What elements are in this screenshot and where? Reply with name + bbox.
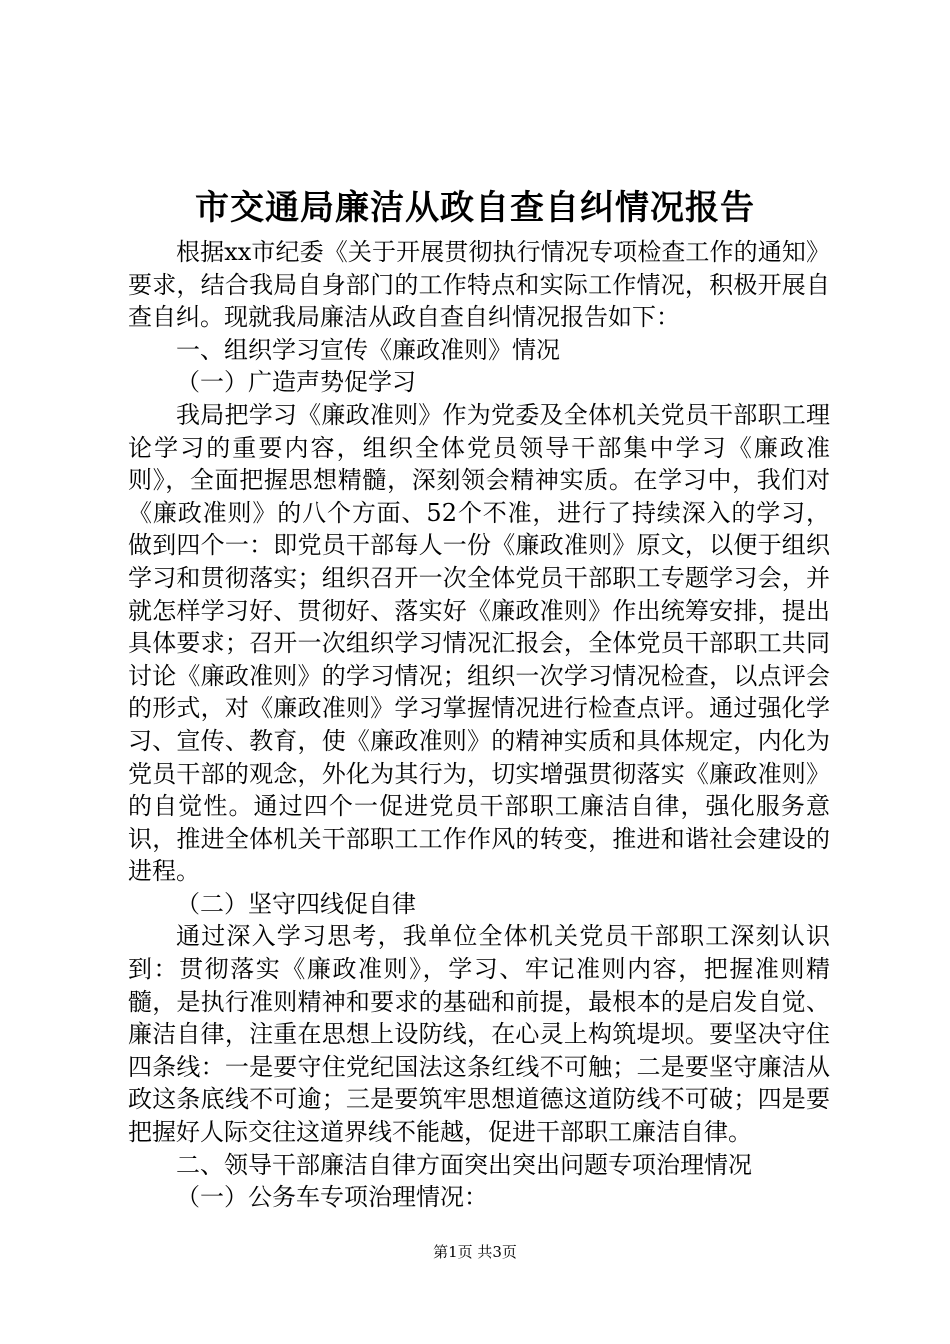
section-heading-2: 二、领导干部廉洁自律方面突出突出问题专项治理情况 (176, 1150, 752, 1179)
subsection-body-2: 通过深入学习思考，我单位全体机关党员干部职工深刻认识到：贯彻落实《廉政准则》，学习、牢记准则内容，把握准则精髓，是执行准则精神和要求的基础和前提，最根本的是启发自觉、廉洁自律，注重在思想上设防线，在心灵上构筑堤坝。要坚决守住四条线：一是要守住党纪国法这条红线不可触；二是要坚守廉洁从政这条底线不可逾；三是要筑牢思想道德这道防线不可破；四是要把握好人际交往这道界线不能越，促进干部职工廉洁自律。 (128, 922, 830, 1147)
intro-paragraph: 根据xx市纪委《关于开展贯彻执行情况专项检查工作的通知》要求，结合我局自身部门的工作特点和实际工作情况，积极开展自查自纠。现就我局廉洁从政自查自纠情况报告如下： (128, 238, 830, 332)
page-number-footer: 第1页 共3页 (433, 1243, 517, 1261)
section-heading-1: 一、组织学习宣传《廉政准则》情况 (176, 335, 560, 364)
subsection-body-1: 我局把学习《廉政准则》作为党委及全体机关党员干部职工理论学习的重要内容，组织全体党员领导干部集中学习《廉政准则》，全面把握思想精髓，深刻领会精神实质。在学习中，我们对《廉政准则》的八个方面、52个不准，进行了持续深入的学习，做到四个一：即党员干部每人一份《廉政准则》原文，以便于组织学习和贯彻落实；组织召开一次全体党员干部职工专题学习会，并就怎样学习好、贯彻好、落实好《廉政准则》作出统筹安排，提出具体要求；召开一次组织学习情况汇报会，全体党员干部职工共同讨论《廉政准则》的学习情况；组织一次学习情况检查，以点评会的形式，对《廉政准则》学习掌握情况进行检查点评。通过强化学习、宣传、教育，使《廉政准则》的精神实质和具体规定，内化为党员干部的观念，外化为其行为，切实增强贯彻落实《廉政准则》的自觉性。通过四个一促进党员干部职工廉洁自律，强化服务意识，推进全体机关干部职工工作作风的转变，推进和谐社会建设的进程。 (128, 400, 830, 886)
subsection-heading-1: （一）广造声势促学习 (176, 368, 416, 397)
subsection-heading-3: （一）公务车专项治理情况： (176, 1183, 488, 1212)
subsection-heading-2: （二）坚守四线促自律 (176, 889, 416, 918)
document-title: 市交通局廉洁从政自查自纠情况报告 (195, 188, 755, 228)
document-body (128, 236, 830, 1214)
